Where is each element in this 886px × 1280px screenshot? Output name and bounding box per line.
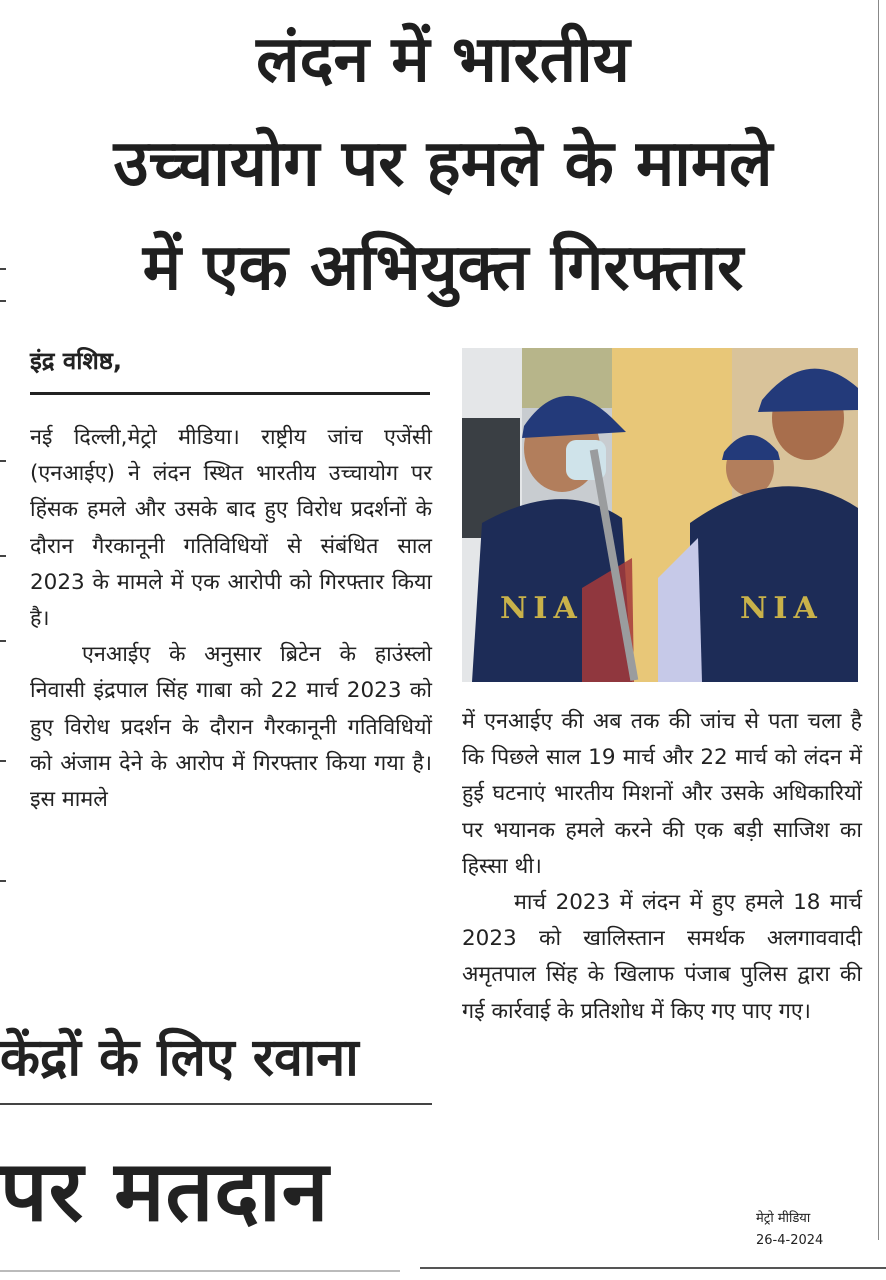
margin-tick <box>0 460 6 462</box>
paragraph-4: मार्च 2023 में लंदन में हुए हमले 18 मार्च 2023 को खालिस्तान समर्थक अलगाववादी अमृतपाल सिंह के खिलाफ पंजाब पुलिस द्वारा की गई कार्रवाई के प्रतिशोध में किए गए पाए गए। <box>462 890 862 1024</box>
paragraph-3: में एनआईए की अब तक की जांच से पता चला है कि पिछले साल 19 मार्च और 22 मार्च को लंदन में हुई घटनाएं भारतीय मिशनों और उसके अधिकारियों पर भयानक हमले करने की एक बड़ी साजिश का हिस्सा थी। <box>462 709 862 879</box>
bottom-divider-right <box>420 1267 886 1269</box>
margin-tick <box>0 555 6 557</box>
credit-date: 26-4-2024 <box>756 1233 824 1248</box>
bottom-divider-left <box>0 1270 400 1272</box>
headline-line-2: उच्चायोग पर हमले के मामले <box>113 127 773 201</box>
adjacent-headline-2: पर मतदान <box>0 1142 330 1240</box>
margin-tick <box>0 268 6 270</box>
margin-tick <box>0 640 6 642</box>
adjacent-headline-1: केंद्रों के लिए रवाना <box>0 1028 359 1088</box>
paragraph-1: नई दिल्ली,मेट्रो मीडिया। राष्ट्रीय जांच एजेंसी (एनआईए) ने लंदन स्थित भारतीय उच्चायोग पर हिंसक हमले और उसके बाद हुए विरोध प्रदर्शनों के दौरान गैरकानूनी गतिविधियों से संबंधित साल 2023 के मामले में एक आरोपी को गिरफ्तार किया है। <box>30 425 432 632</box>
margin-tick <box>0 300 6 302</box>
page-edge-line <box>878 0 879 1240</box>
paragraph-2: एनआईए के अनुसार ब्रिटेन के हाउंस्लो निवासी इंद्रपाल सिंह गाबा को 22 मार्च 2023 को हुए विरोध प्रदर्शन के दौरान गैरकानूनी गतिविधियों को अंजाम देने के आरोप में गिरफ्तार किया गया है। इस मामले <box>30 642 432 813</box>
margin-tick <box>0 760 6 762</box>
vest-label-right: NIA <box>740 591 823 626</box>
vest-label-left: NIA <box>500 591 583 626</box>
margin-tick <box>0 880 6 882</box>
credit-source: मेट्रो मीडिया <box>756 1211 811 1226</box>
article-column-right <box>462 704 862 1030</box>
byline: इंद्र वशिष्ठ, <box>30 347 123 375</box>
headline-line-3: में एक अभियुक्त गिरफ्तार <box>142 231 744 305</box>
headline-line-1: लंदन में भारतीय <box>256 23 630 97</box>
adjacent-divider <box>0 1103 432 1105</box>
nia-officers-photo <box>462 348 858 682</box>
byline-divider <box>30 392 430 395</box>
photo-illustration <box>462 348 858 682</box>
article-column-left <box>30 420 432 818</box>
article-headline <box>10 8 876 320</box>
source-credit <box>756 1208 823 1252</box>
